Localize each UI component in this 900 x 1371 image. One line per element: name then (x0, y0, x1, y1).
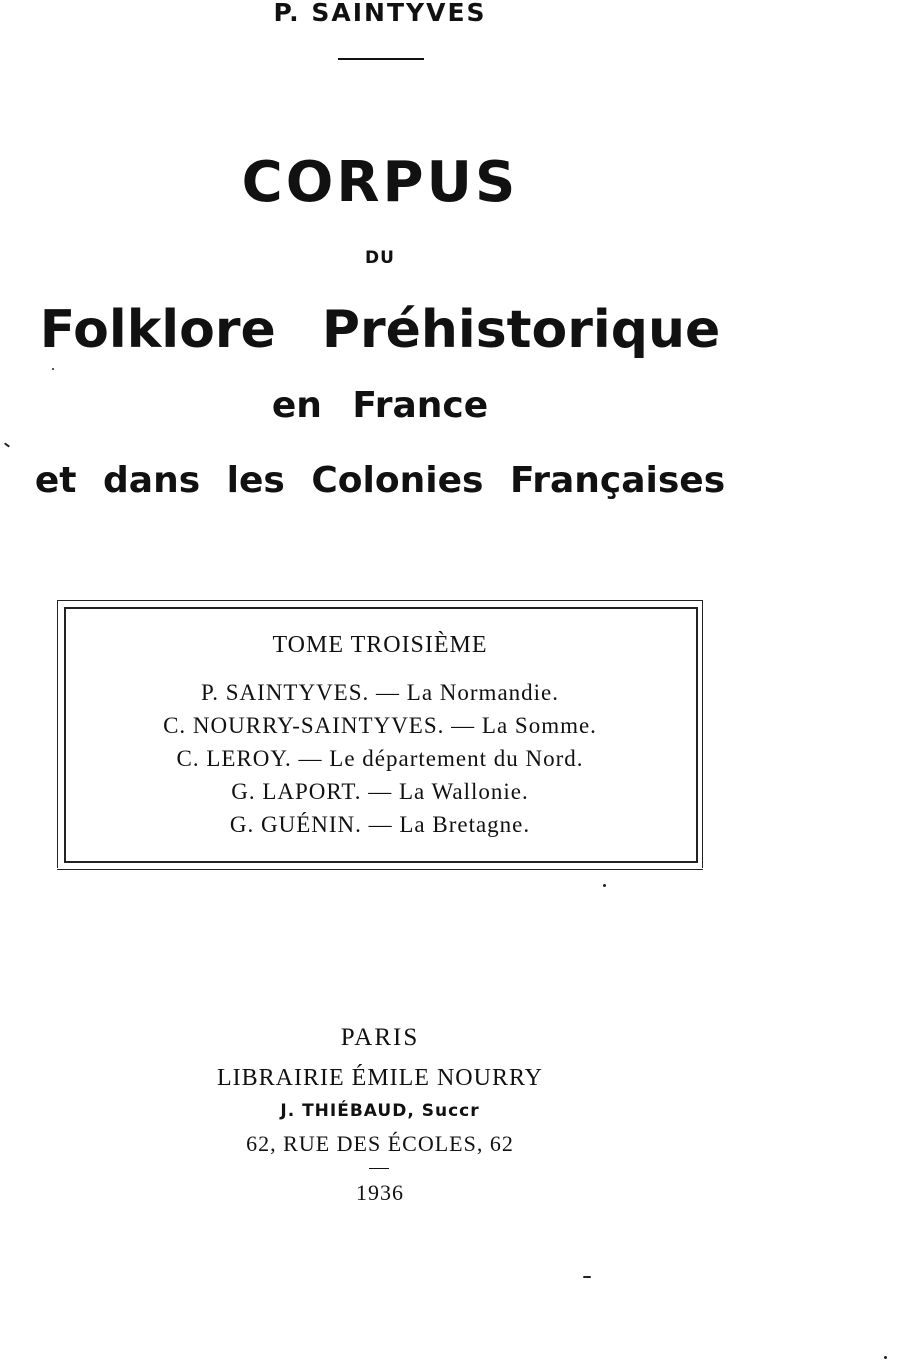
book-title: CORPUS (241, 150, 519, 215)
contributor-line: C. LEROY. — Le département du Nord. (176, 746, 584, 771)
contributor-line: G. GUÉNIN. — La Bretagne. (229, 812, 531, 837)
scan-speck (884, 1356, 887, 1359)
author-name: P. SAINTYVES (273, 0, 487, 27)
imprint-successor: J. THIÉBAUD, Succr (280, 1101, 480, 1121)
title-connector: DU (365, 248, 395, 268)
scan-speck (4, 442, 10, 447)
imprint-address: 62, RUE DES ÉCOLES, 62 (246, 1131, 514, 1156)
contributor-line: C. NOURRY-SAINTYVES. — La Somme. (163, 713, 597, 738)
scan-speck (603, 884, 606, 887)
imprint-divider (369, 1168, 389, 1169)
imprint-city: PARIS (340, 1024, 420, 1051)
scan-speck (52, 368, 54, 370)
contributor-line: G. LAPORT. — La Wallonie. (231, 779, 529, 804)
imprint-year: 1936 (356, 1180, 404, 1205)
subtitle-location-line-2: et dans les Colonies Françaises (34, 460, 726, 501)
scan-speck (583, 1276, 591, 1278)
volume-number: TOME TROISIÈME (272, 632, 488, 658)
author-divider (338, 58, 424, 60)
contributor-line: P. SAINTYVES. — La Normandie. (201, 680, 559, 705)
book-subtitle: Folklore Préhistorique (39, 300, 721, 360)
imprint-publisher: LIBRAIRIE ÉMILE NOURRY (217, 1065, 543, 1091)
subtitle-location-line-1: en France (271, 385, 489, 426)
